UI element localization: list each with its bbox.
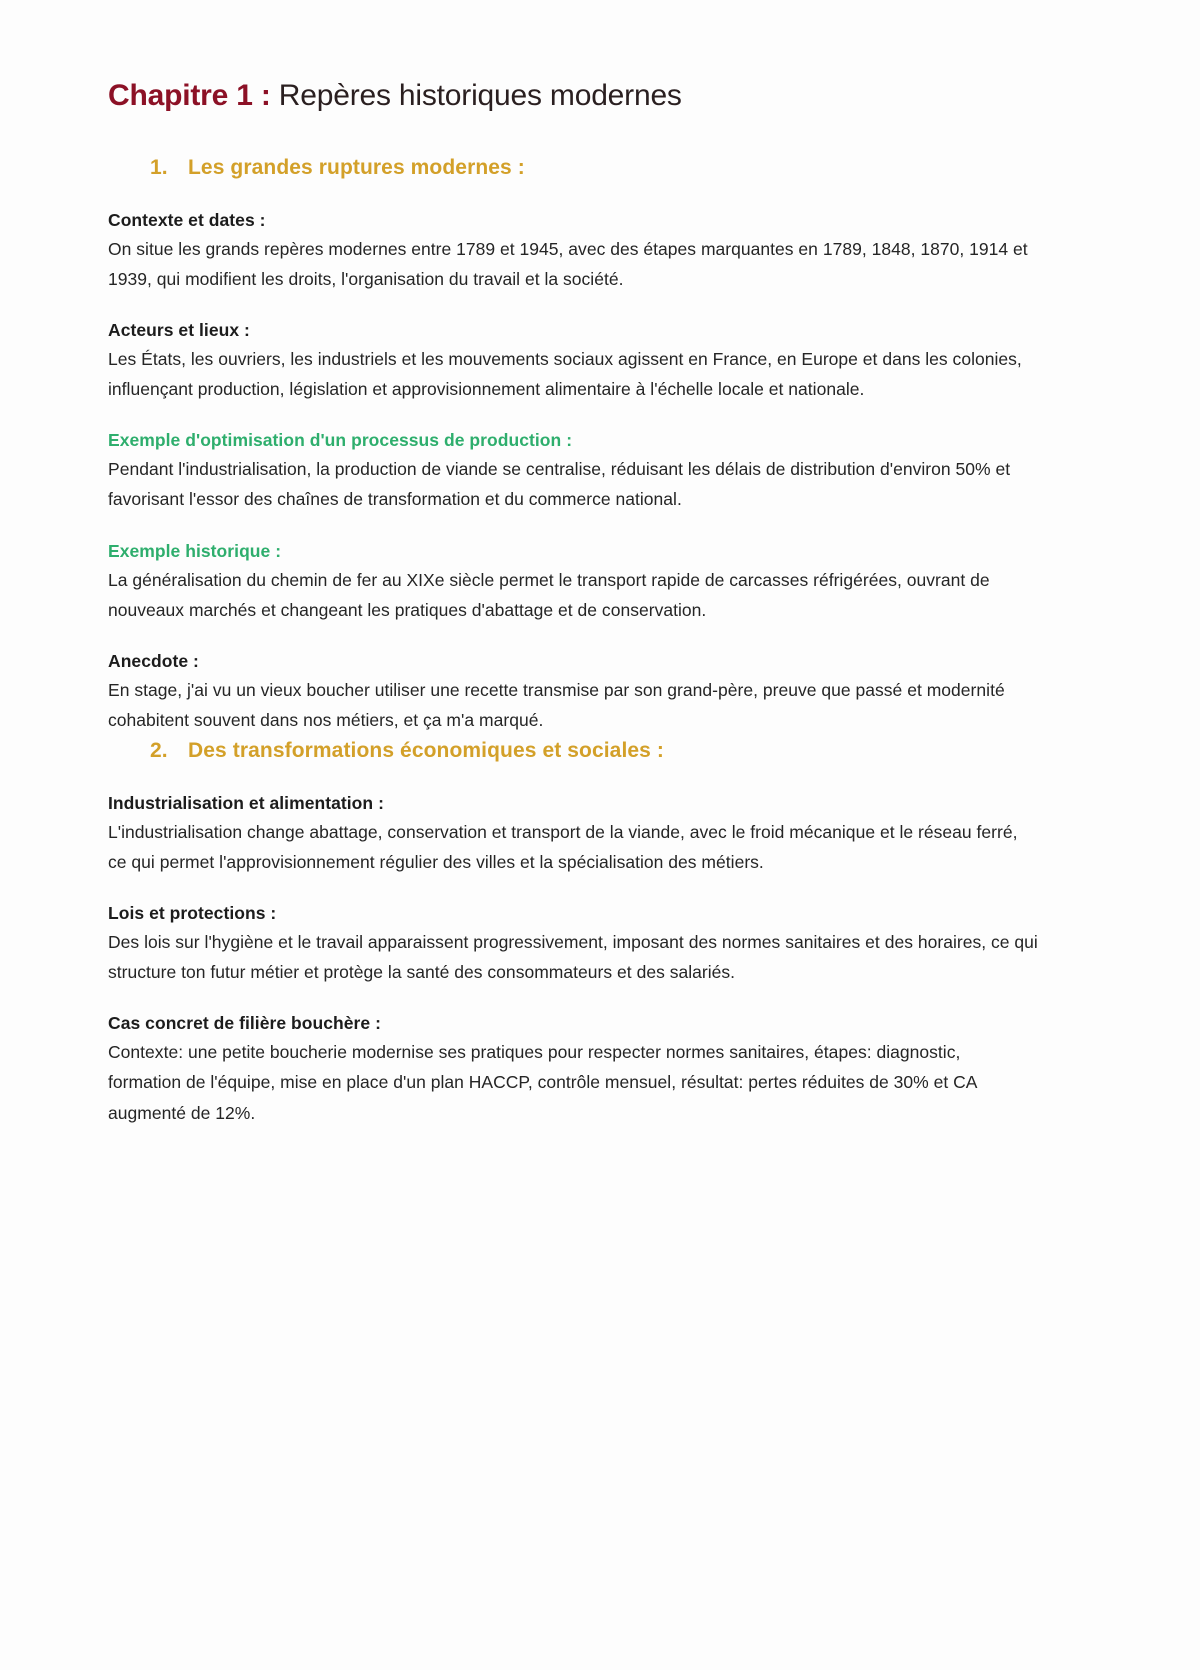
section-heading-1	[108, 156, 1092, 180]
block-body: L'industrialisation change abattage, conservation et transport de la viande, avec le froid mécanique et le réseau ferré, ce qui permet l'approvisionnement régulier des villes et la spécialisation des métiers.	[108, 821, 1018, 873]
chapter-label: Chapitre 1 :	[108, 79, 271, 112]
block-title: Cas concret de filière bouchère :	[108, 1013, 381, 1034]
block-title: Industrialisation et alimentation :	[108, 792, 384, 813]
block-title: Anecdote :	[108, 650, 199, 671]
block-body: On situe les grands repères modernes entre 1789 et 1945, avec des étapes marquantes en 1789, 1848, 1870, 1914 et 1939, qui modifient les droits, l'organisation du travail et la société.	[108, 239, 1028, 290]
content-block	[108, 793, 1092, 877]
section-number-2: 2.	[150, 738, 168, 762]
content-block	[108, 1013, 1092, 1127]
content-block	[108, 210, 1092, 294]
content-block	[108, 903, 1092, 987]
block-body: La généralisation du chemin de fer au XIXe siècle permet le transport rapide de carcasses réfrigérées, ouvrant de nouveaux marchés et changeant les pratiques d'abattage et de conservation.	[108, 569, 990, 620]
block-title: Exemple historique :	[108, 540, 282, 561]
block-body: Pendant l'industrialisation, la production de viande se centralise, réduisant les délais de distribution d'environ 50% et favorisant l'essor des chaînes de transformation et du commerce national.	[108, 459, 1011, 510]
block-body: Des lois sur l'hygiène et le travail apparaissent progressivement, imposant des normes sanitaires et des horaires, ce qui structure ton futur métier et protège la santé des consommateurs et des salariés.	[108, 932, 1038, 983]
chapter-name: Repères historiques modernes	[278, 79, 682, 112]
block-title: Contexte et dates :	[108, 210, 266, 230]
block-title: Lois et protections :	[108, 903, 277, 924]
block-body: Contexte: une petite boucherie modernise ses pratiques pour respecter normes sanitaires, étapes: diagnostic, formation de l'équipe, mise en place d'un plan HACCP, contrôle mensuel, résultat: pertes réduites de 30% et CA augmenté de 12%.	[108, 1042, 977, 1123]
content-block	[108, 320, 1092, 404]
block-title: Acteurs et lieux :	[108, 320, 250, 341]
content-block	[108, 541, 1092, 625]
section-number-1: 1.	[150, 156, 168, 179]
content-block	[108, 430, 1092, 514]
page-title	[108, 78, 1092, 114]
section-heading-2	[108, 739, 1092, 763]
content-block	[108, 651, 1092, 735]
block-body: En stage, j'ai vu un vieux boucher utiliser une recette transmise par son grand-père, preuve que passé et modernité cohabitent souvent dans nos métiers, et ça m'a marqué.	[108, 679, 1005, 730]
section-title-2: Des transformations économiques et sociales :	[188, 738, 664, 762]
section-title-1: Les grandes ruptures modernes :	[188, 156, 525, 179]
block-body: Les États, les ouvriers, les industriels et les mouvements sociaux agissent en France, en Europe et dans les colonies, influençant production, législation et approvisionnement alimentaire à l'échelle locale et nationale.	[108, 349, 1022, 400]
block-title: Exemple d'optimisation d'un processus de production :	[108, 430, 573, 451]
